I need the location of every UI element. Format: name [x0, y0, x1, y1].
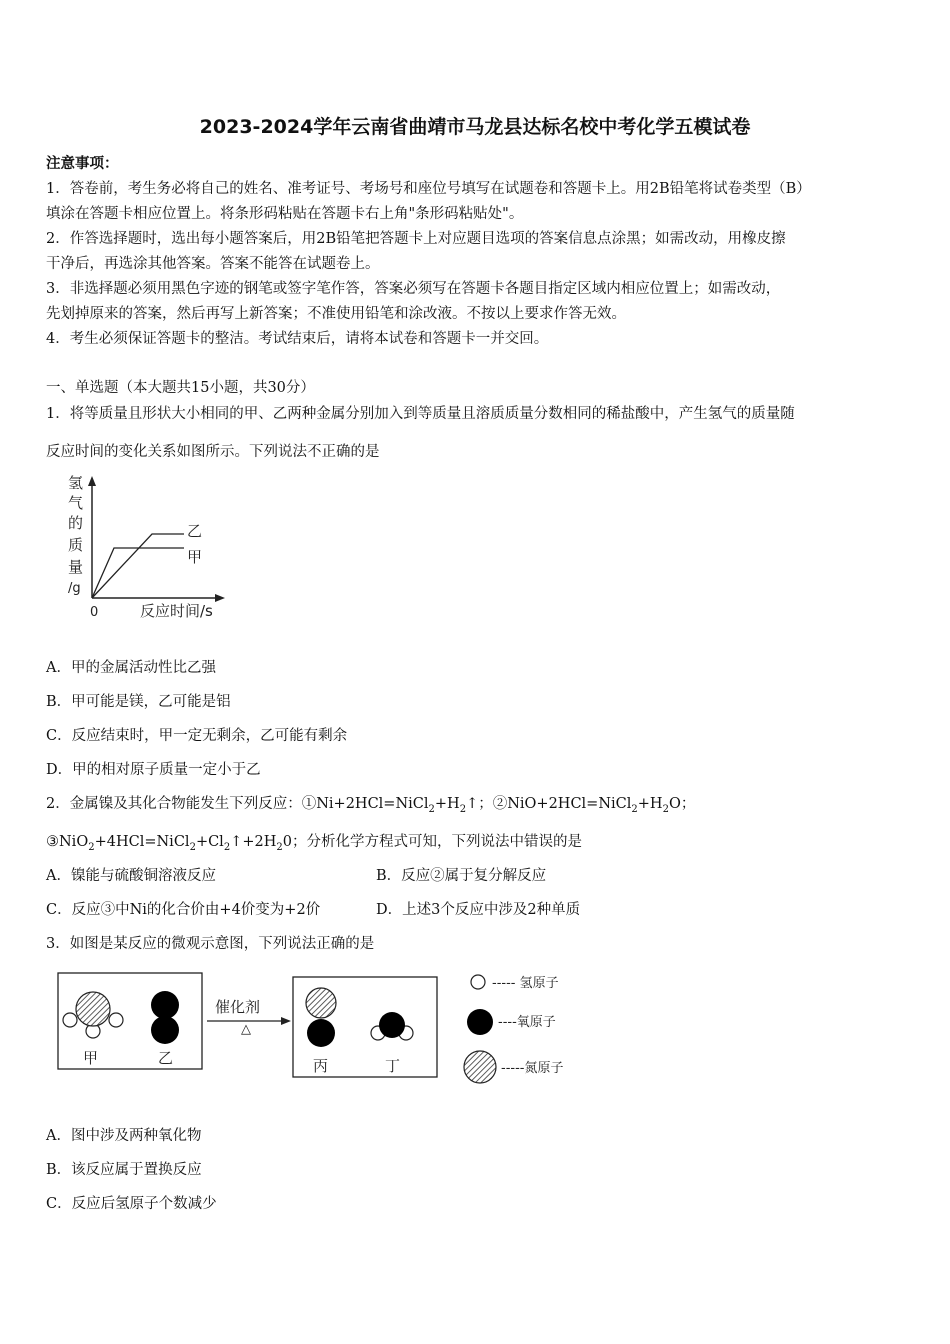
q3-reaction-diagram — [55, 965, 585, 1090]
hydrogen-atom — [63, 1013, 77, 1027]
label-bing: 丙 — [313, 1057, 329, 1075]
reactant-box — [58, 973, 202, 1069]
oxygen-atom — [307, 1019, 335, 1047]
legend-oxygen-label: ----氧原子 — [498, 1015, 556, 1030]
q3-stem: 3．如图是某反应的微观示意图，下列说法正确的是 — [46, 936, 375, 952]
legend-oxygen-icon — [467, 1009, 493, 1035]
graph-y-arrow — [88, 476, 96, 486]
graph-ylabel-char: 的 — [68, 514, 84, 532]
oxygen-atom — [151, 1016, 179, 1044]
notice-line: 干净后，再选涂其他答案。答案不能答在试题卷上。 — [46, 256, 380, 272]
heat-symbol: △ — [241, 1022, 251, 1037]
section-heading: 一、单选题（本大题共15小题，共30分） — [46, 380, 315, 396]
hydrogen-atom — [109, 1013, 123, 1027]
nitrogen-atom — [76, 992, 110, 1026]
q2-stem-line2: $③NiO_2+4HCl=NiCl_2+Cl_2↑+2H_20$；分析化学方程式可知，下列说法中错误的是 — [46, 834, 582, 853]
notice-line: 3．非选择题必须用黑色字迹的钢笔或签字笔作答，答案必须写在答题卡各题目指定区域内相应位置上；如需改动， — [46, 281, 781, 297]
q2-option-c: C．反应③中Ni的化合价由+4价变为+2价 — [46, 902, 321, 918]
q1-stem: 反应时间的变化关系如图所示。下列说法不正确的是 — [46, 444, 380, 460]
q2-stem-line1: 2．金属镍及其化合物能发生下列反应：$①Ni+2HCl=NiCl_2+H_2↑$；$②NiO+2HCl=NiCl_2+H_2O$； — [46, 796, 696, 815]
legend-nitrogen-icon — [464, 1051, 496, 1083]
label-yi: 乙 — [158, 1049, 174, 1067]
label-jia: 甲 — [83, 1049, 99, 1067]
notice-heading: 注意事项： — [46, 155, 119, 172]
oxygen-atom — [151, 991, 179, 1019]
graph-origin: 0 — [90, 605, 99, 620]
notice-line: 4．考生必须保证答题卡的整洁。考试结束后，请将本试卷和答题卡一并交回。 — [46, 331, 549, 347]
nitrogen-atom — [306, 988, 336, 1018]
graph-line-jia — [92, 548, 184, 598]
graph-ylabel-char: 氢 — [68, 474, 84, 492]
q2-option-a: A．镍能与硫酸铜溶液反应 — [46, 868, 216, 884]
exam-title: 2023-2024学年云南省曲靖市马龙县达标名校中考化学五模试卷 — [199, 116, 751, 138]
q2-option-d: D．上述3个反应中涉及2种单质 — [376, 902, 581, 918]
legend-hydrogen-label: ----- 氢原子 — [492, 976, 559, 991]
notice-line: 先划掉原来的答案，然后再写上新答案；不准使用铅笔和涂改液。不按以上要求作答无效。 — [46, 306, 626, 322]
graph-ylabel-char: 质 — [68, 536, 84, 554]
q3-option-c: C．反应后氢原子个数减少 — [46, 1196, 217, 1212]
q1-hydrogen-graph — [60, 470, 240, 630]
reaction-arrow-head — [281, 1017, 291, 1025]
graph-line-label-yi: 乙 — [187, 522, 203, 540]
graph-ylabel-char: 量 — [68, 558, 84, 576]
q1-option-c: C．反应结束时，甲一定无剩余，乙可能有剩余 — [46, 728, 348, 744]
q1-option-d: D．甲的相对原子质量一定小于乙 — [46, 762, 261, 778]
notice-line: 填涂在答题卡相应位置上。将条形码粘贴在答题卡右上角"条形码粘贴处"。 — [46, 206, 524, 222]
catalyst-label: 催化剂 — [215, 998, 261, 1016]
q1-stem: 1．将等质量且形状大小相同的甲、乙两种金属分别加入到等质量且溶质质量分数相同的稀盐酸中，产生氢气的质量随 — [46, 406, 795, 422]
graph-ylabel-char: 气 — [68, 494, 84, 512]
q1-option-b: B．甲可能是镁，乙可能是铝 — [46, 694, 231, 710]
notice-line: 1．答卷前，考生务必将自己的姓名、准考证号、考场号和座位号填写在试题卷和答题卡上。用2B铅笔将试卷类型（B） — [46, 181, 811, 197]
q3-option-a: A．图中涉及两种氧化物 — [46, 1128, 202, 1144]
legend-hydrogen-icon — [471, 975, 485, 989]
graph-xlabel: 反应时间/s — [140, 602, 213, 620]
q2-option-b: B．反应②属于复分解反应 — [376, 868, 547, 884]
graph-line-label-jia: 甲 — [187, 548, 203, 566]
graph-x-arrow — [215, 594, 225, 602]
legend-nitrogen-label: -----氮原子 — [501, 1061, 564, 1076]
notice-line: 2．作答选择题时，选出每小题答案后，用2B铅笔把答题卡上对应题目选项的答案信息点涂黑；如需改动，用橡皮擦 — [46, 231, 786, 247]
label-ding: 丁 — [385, 1057, 401, 1075]
q3-option-b: B．该反应属于置换反应 — [46, 1162, 202, 1178]
q1-option-a: A．甲的金属活动性比乙强 — [46, 660, 216, 676]
oxygen-atom — [379, 1012, 405, 1038]
graph-ylabel-unit: /g — [68, 581, 81, 596]
